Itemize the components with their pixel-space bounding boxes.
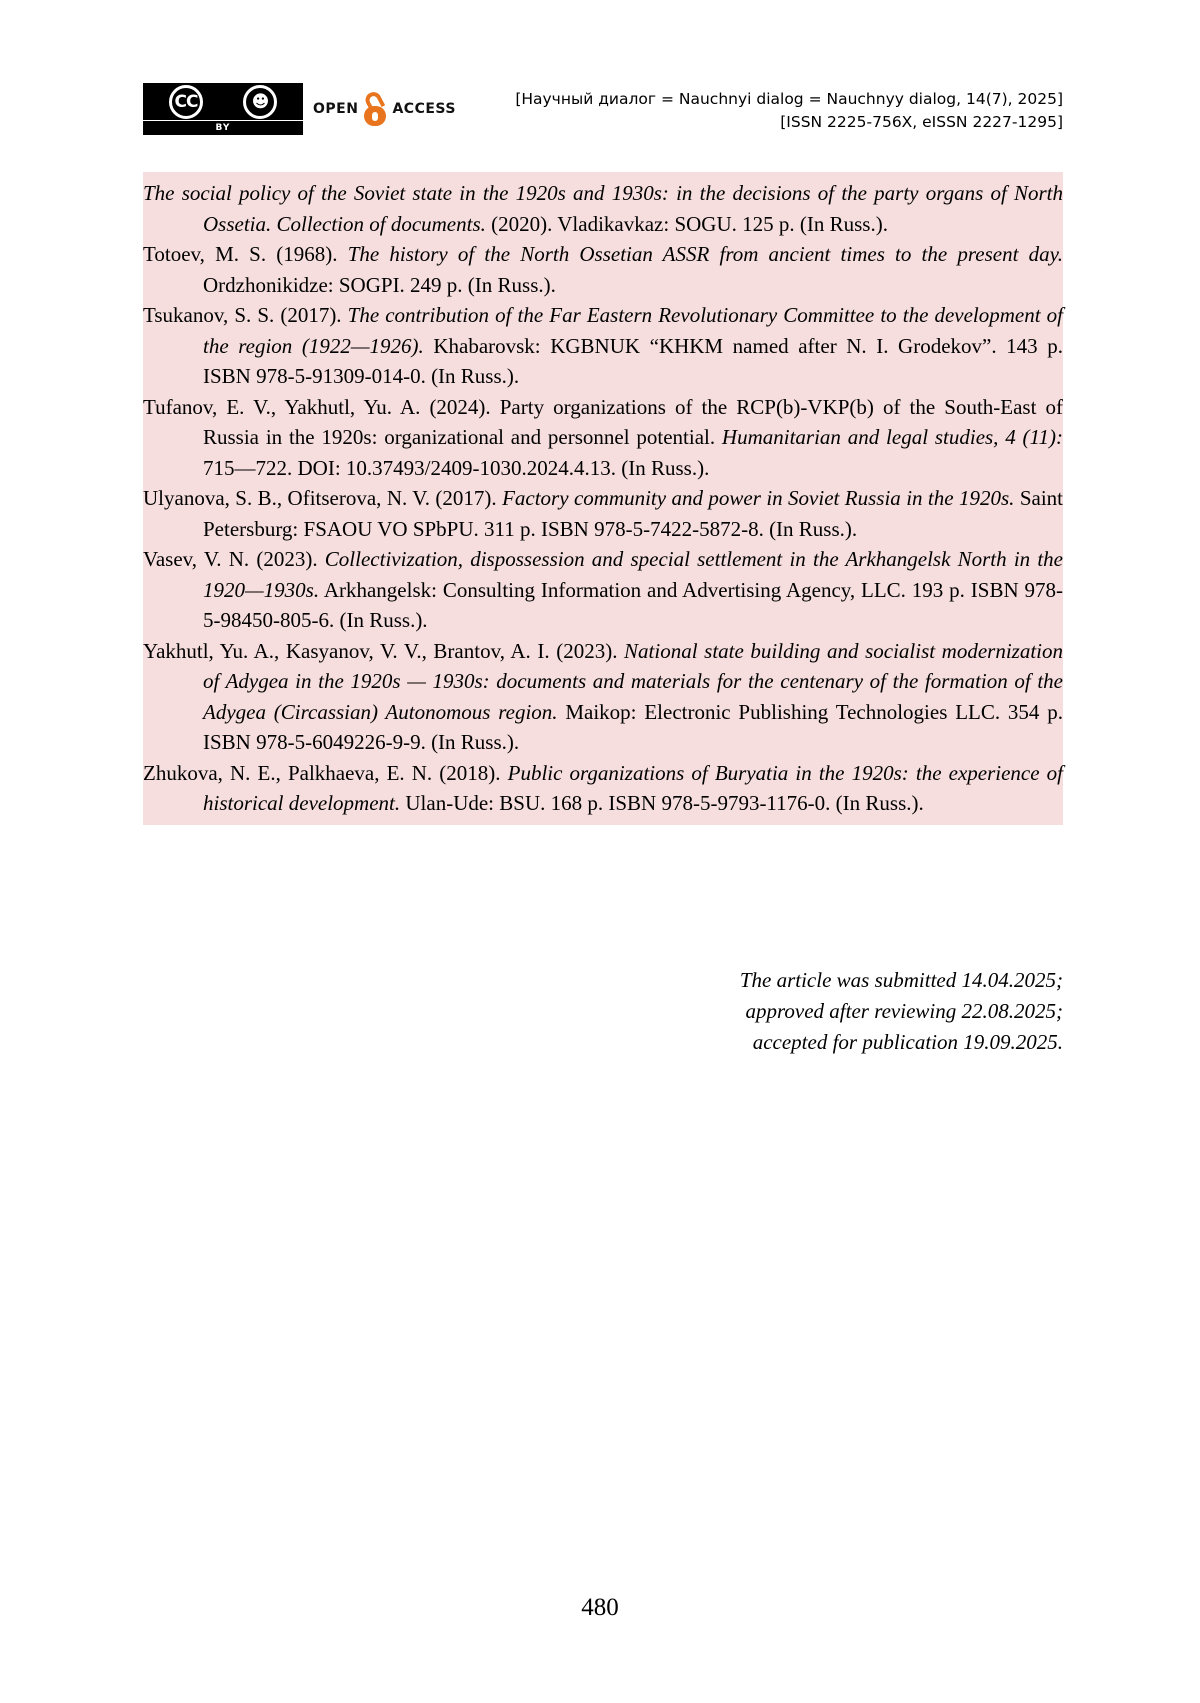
journal-title-line: [Научный диалог = Nauchnyi dialog = Nauchnyy dialog, 14(7), 2025] (515, 90, 1063, 108)
journal-issn-line: [ISSN 2225-756X, eISSN 2227-1295] (780, 113, 1063, 131)
page-number: 480 (581, 1594, 619, 1621)
references-list (143, 172, 1063, 825)
reference-item: Tsukanov, S. S. (2017). The contribution of the Far Eastern Revolutionary Committee to the development of the region (1922—1926). Khabarovsk: KGBNUK “KHKM named after N. I. Grodekov”. 143 p. ISBN 978-5-91309-014-0. (In Russ.). (143, 303, 1063, 388)
page-header (143, 78, 1063, 140)
reference-item: Yakhutl, Yu. A., Kasyanov, V. V., Brantov, A. I. (2023). National state building and socialist modernization of Adygea in the 1920s — 1930s: documents and materials for the centenary of the formation of the Adygea (Circassian) Autonomous region. Maikop: Electronic Publishing Technologies LLC. 354 p. ISBN 978-5-6049226-9-9. (In Russ.). (143, 638, 1063, 754)
reference-item: Zhukova, N. E., Palkhaeva, E. N. (2018). Public organizations of Buryatia in the 1920s: the experience of historical development. Ulan-Ude: BSU. 168 p. ISBN 978-5-9793-1176-0. (In Russ.). (143, 760, 1063, 815)
reference-item: Ulyanova, S. B., Ofitserova, N. V. (2017). Factory community and power in Soviet Russia in the 1920s. Saint Petersburg: FSAOU VO SPbPU. 311 p. ISBN 978-5-7422-5872-8. (In Russ.). (143, 486, 1063, 541)
person-icon: ☻ (243, 85, 277, 119)
cc-by-label: BY (143, 120, 303, 135)
cc-badge-icons (143, 83, 303, 120)
submitted-date: The article was submitted 14.04.2025; (739, 968, 1063, 992)
reference-item: The social policy of the Soviet state in the 1920s and 1930s: in the decisions of the party organs of North Ossetia. Collection of documents. (2020). Vladikavkaz: SOGU. 125 p. (In Russ.). (143, 181, 1063, 236)
open-access-logo (313, 90, 456, 128)
approved-date: approved after reviewing 22.08.2025; (745, 999, 1063, 1023)
creative-commons-badge (143, 83, 303, 135)
cc-icon: CC (169, 85, 203, 119)
reference-item: Vasev, V. N. (2023). Collectivization, dispossession and special settlement in the Arkhangelsk North in the 1920—1930s. Arkhangelsk: Consulting Information and Advertising Agency, LLC. 193 p. ISBN 978-5-98450-805-6. (In Russ.). (143, 547, 1063, 632)
accepted-date: accepted for publication 19.09.2025. (752, 1030, 1063, 1054)
open-label: OPEN (313, 101, 359, 117)
reference-item: Totoev, M. S. (1968). The history of the North Ossetian ASSR from ancient times to the present day. Ordzhonikidze: SOGPI. 249 p. (In Russ.). (143, 242, 1063, 297)
reference-item: Tufanov, E. V., Yakhutl, Yu. A. (2024). Party organizations of the RCP(b)-VKP(b) of the South-East of Russia in the 1920s: organizational and personnel potential. Humanitarian and legal studies, 4 (11): 715—722. DOI: 10.37493/2409-1030.2024.4.13. (In Russ.). (143, 394, 1063, 480)
access-label: ACCESS (392, 101, 456, 117)
open-lock-icon (362, 92, 388, 126)
submission-dates (543, 965, 1063, 1058)
journal-citation (443, 88, 1063, 134)
